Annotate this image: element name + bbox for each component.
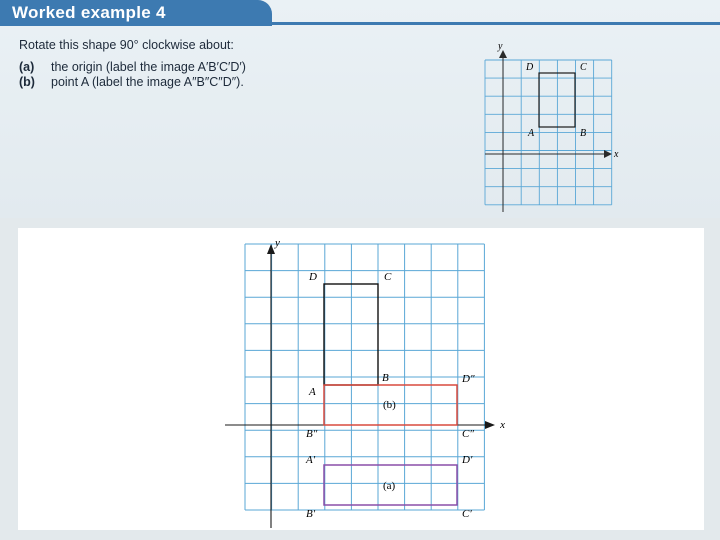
- part-a-text: the origin (label the image A′B′C′D′): [51, 60, 246, 74]
- label-b-double-prime: B″: [306, 428, 318, 440]
- large-axis-y-label: y: [275, 237, 280, 249]
- large-y-arrow-icon: [267, 244, 275, 254]
- header-rule: [272, 22, 720, 25]
- header-bar: [0, 0, 272, 26]
- large-axis-x-label: x: [500, 419, 505, 431]
- question-part-b: [19, 75, 244, 89]
- part-b-text: point A (label the image A″B″C″D″).: [51, 75, 244, 89]
- page-title: Worked example 4: [12, 3, 166, 22]
- label-d-double-prime: D″: [462, 373, 475, 385]
- label-b: B: [382, 372, 389, 384]
- label-a-prime: A′: [306, 454, 316, 466]
- question-prompt: Rotate this shape 90° clockwise about:: [19, 38, 234, 52]
- region-b-label: (b): [383, 399, 396, 411]
- label-d: D: [309, 271, 317, 283]
- small-label-a: A: [528, 128, 535, 139]
- question-part-a: [19, 60, 246, 74]
- part-a-marker: (a): [19, 60, 35, 74]
- solution-card: [18, 228, 704, 530]
- small-axis-y-label: y: [498, 41, 503, 52]
- region-a-label: (a): [383, 480, 396, 492]
- small-x-arrow-icon: [604, 150, 612, 158]
- small-label-d: D: [526, 62, 534, 73]
- small-label-b: B: [580, 128, 587, 139]
- label-d-prime: D′: [462, 454, 473, 466]
- label-c-prime: C′: [462, 508, 472, 520]
- label-b-prime: B′: [306, 508, 316, 520]
- label-c: C: [384, 271, 392, 283]
- label-a: A: [309, 386, 316, 398]
- label-c-double-prime: C″: [462, 428, 474, 440]
- worked-example-panel: [0, 0, 720, 218]
- small-label-c: C: [580, 62, 587, 73]
- large-grid: [213, 236, 503, 528]
- small-grid-lines: [485, 60, 612, 205]
- small-axis-x-label: x: [614, 149, 619, 160]
- small-grid: [480, 40, 630, 218]
- large-x-arrow-icon: [485, 421, 495, 429]
- part-b-marker: (b): [19, 75, 35, 89]
